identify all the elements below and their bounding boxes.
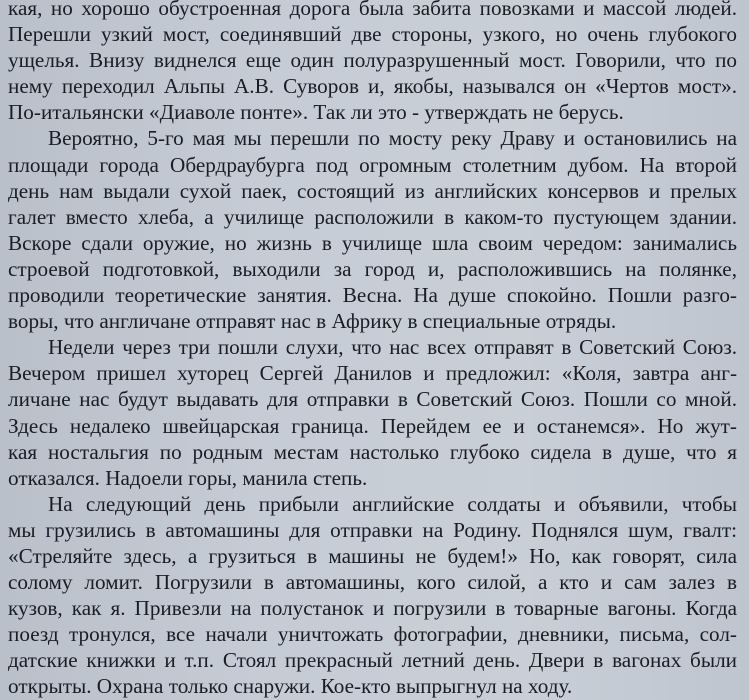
paragraph-1: [8, 0, 737, 125]
text-line: площади города Обердраубурга под огромным столетним дубом. На второй: [8, 152, 737, 177]
text-line: Вероятно, 5-го мая мы перешли по мосту реку Драву и остановились на: [48, 126, 737, 151]
text-line: солому ломит. Погрузили в автомашины, кого силой, а кто и сам залез в: [8, 570, 737, 595]
text-line: ущелья. Внизу виднелся еще один полуразрушенный мост. Говорили, что по: [8, 48, 737, 73]
text-line: отказался. Надоели горы, манила степь.: [8, 465, 368, 490]
text-line: Здесь недалеко швейцарская граница. Перейдем ее и останемся». Но жут-: [8, 413, 737, 438]
text-line: личане нас будут выдавать для отправки в Советский Союз. Пошли со мной.: [8, 387, 737, 412]
text-line: открыты. Охрана только снаружи. Кое-кто выпрыгнул на ходу.: [8, 674, 573, 699]
text-line: поезд тронулся, все начали уничтожать фотографии, дневники, письма, сол-: [8, 622, 737, 647]
text-line: строевой подготовкой, выходили за город и, расположившись на полянке,: [8, 256, 737, 281]
text-line: кая, но хорошо обустроенная дорога была забита повозками и массой людей.: [8, 0, 737, 20]
text-line: день нам выдали сухой паек, состоящий из английских консервов и прелых: [8, 178, 737, 203]
paragraph-4: [8, 491, 737, 700]
text-line: На следующий день прибыли английские солдаты и объявили, чтобы: [48, 491, 737, 516]
paragraph-3: [8, 334, 737, 491]
paragraph-2: [8, 125, 737, 334]
text-line: нему переходил Альпы А.В. Суворов и, якобы, назывался он «Чертов мост».: [8, 74, 737, 99]
text-line: кузов, как я. Привезли на полустанок и погрузили в товарные вагоны. Когда: [8, 596, 737, 621]
text-line: По-итальянски «Диаволе понте». Так ли это - утверждать не берусь.: [8, 100, 624, 125]
text-line: Вечером пришел хуторец Сергей Данилов и предложил: «Коля, завтра анг-: [8, 361, 737, 386]
text-line: Перешли узкий мост, соединявший две стороны, узкого, но очень глубокого: [8, 22, 737, 47]
text-line: проводили теоретические занятия. Весна. На душе спокойно. Пошли разго-: [8, 283, 737, 308]
text-line: Вскоре сдали оружие, но жизнь в училище шла своим чередом: занимались: [8, 230, 737, 255]
text-line: «Стреляйте здесь, а грузиться в машины не будем!» Но, как говорят, сила: [8, 543, 737, 568]
text-line: воры, что англичане отправят нас в Африку в специальные отряды.: [8, 309, 617, 334]
text-line: Недели через три пошли слухи, что нас всех отправят в Советский Союз.: [48, 335, 737, 360]
text-line: галет вместо хлеба, а училище расположили в каком-то пустующем здании.: [8, 204, 737, 229]
text-line: мы грузились в автомашины для отправки на Родину. Поднялся шум, гвалт:: [8, 517, 737, 542]
text-line: датские книжки и т.п. Стоял прекрасный летний день. Двери в вагонах были: [8, 648, 737, 673]
text-line: кая ностальгия по родным местам настолько глубоко сидела в душе, что я: [8, 439, 737, 464]
